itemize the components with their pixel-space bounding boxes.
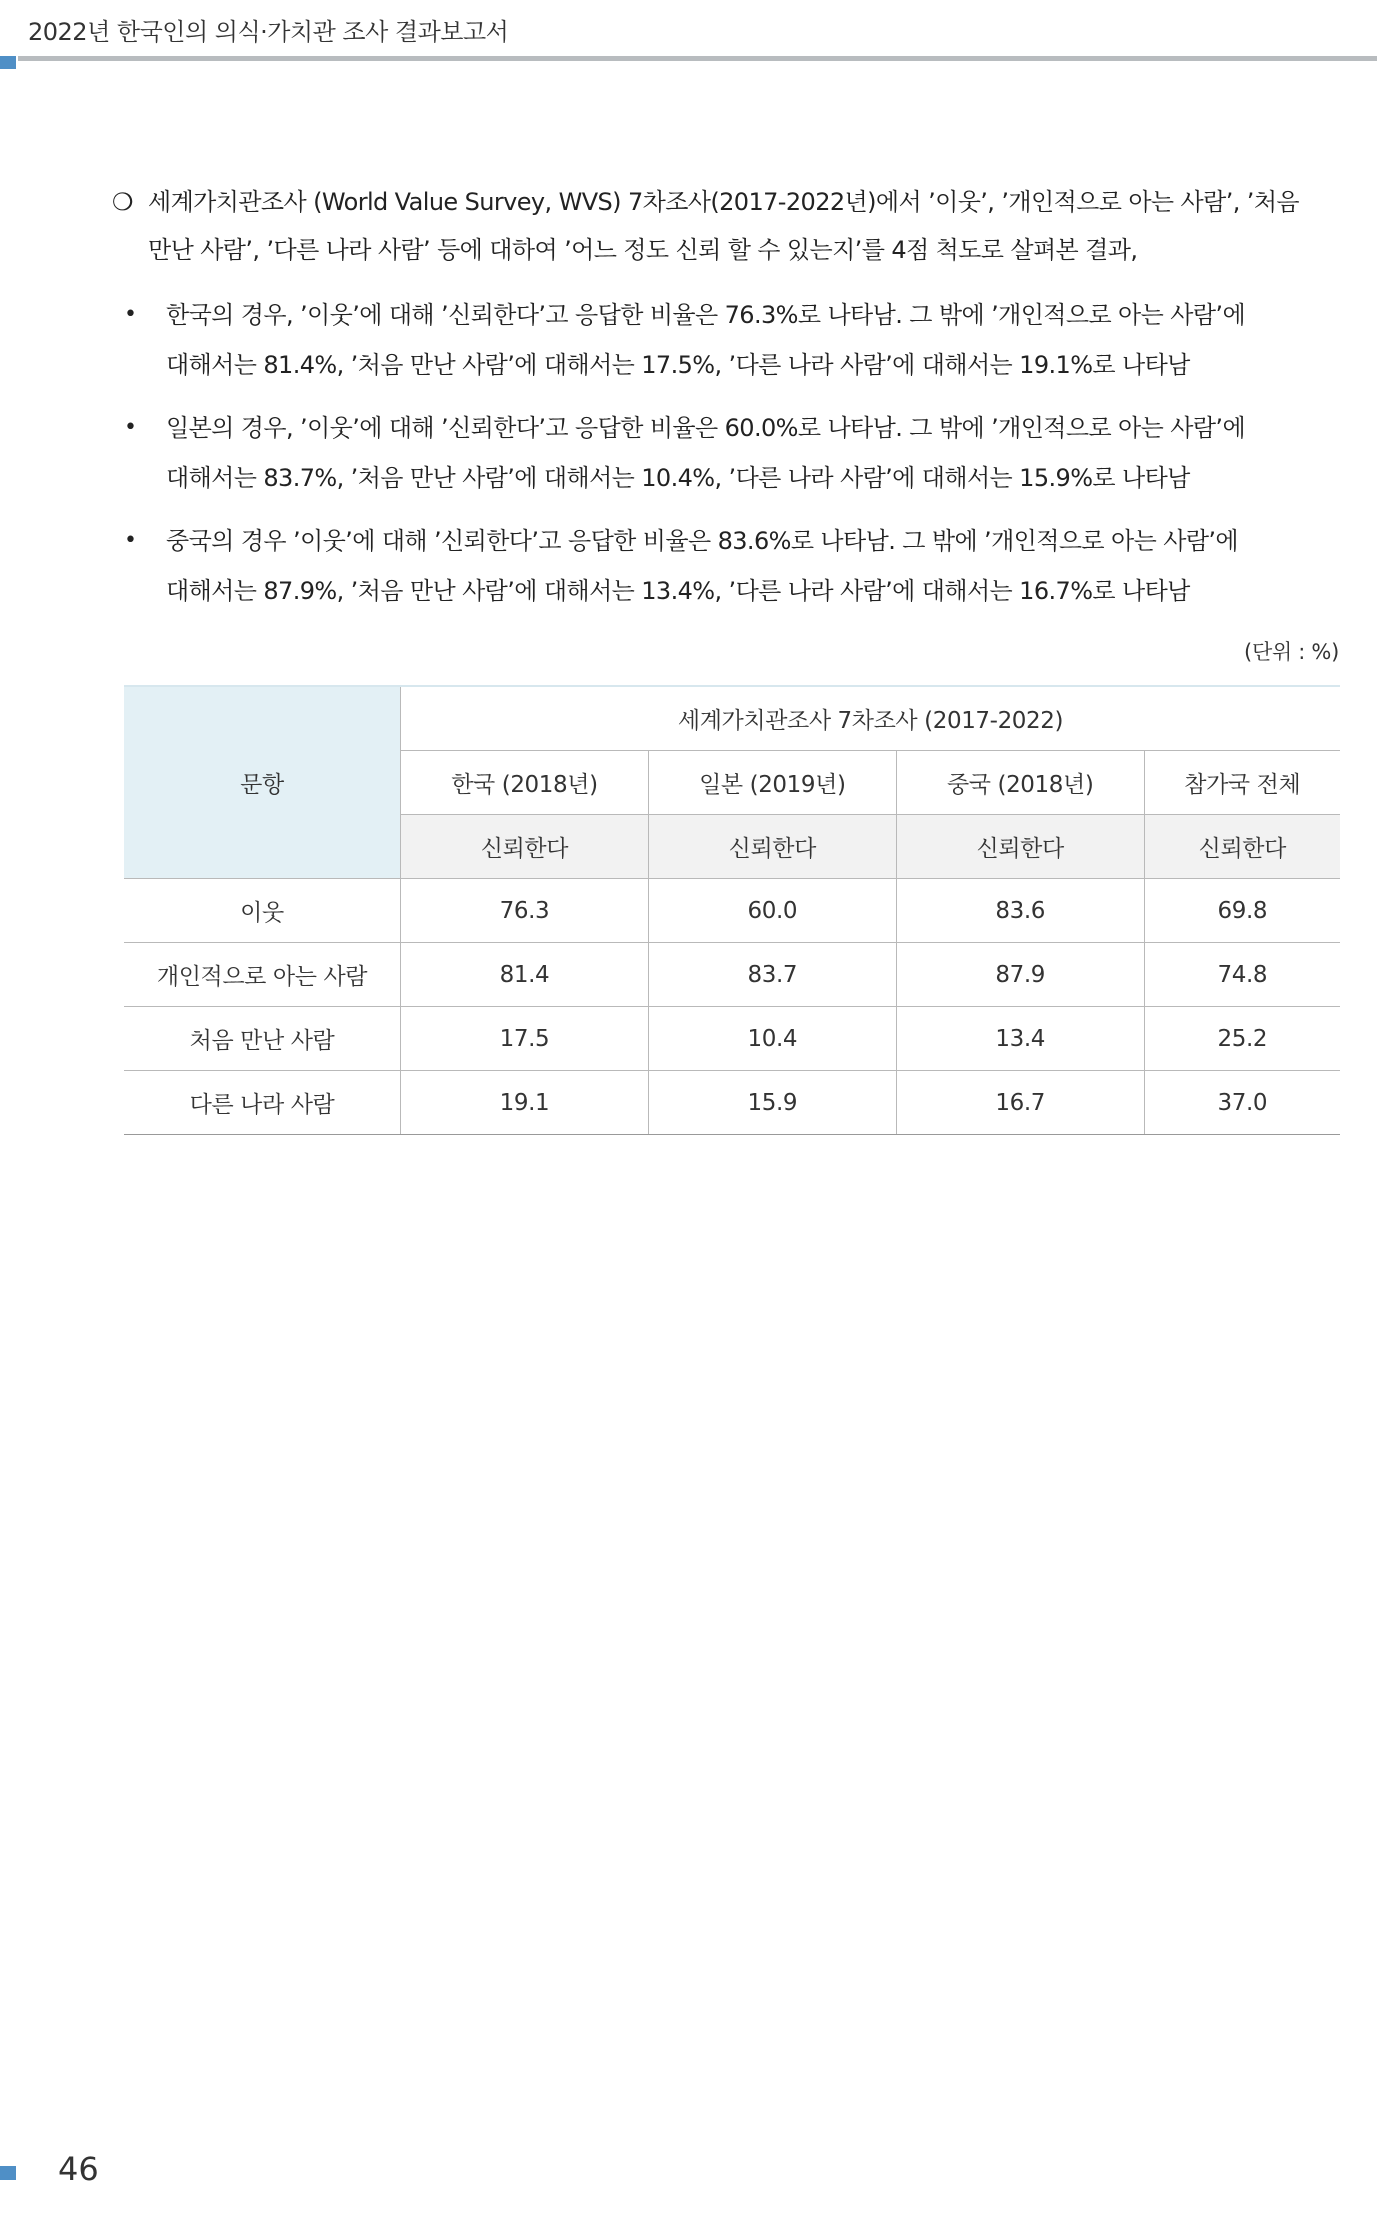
sub-column-header: 신뢰한다	[401, 815, 649, 879]
table-cell: 13.4	[896, 1007, 1144, 1071]
table-cell: 87.9	[896, 943, 1144, 1007]
bullet-line: 일본의 경우, ’이웃’에 대해 ’신뢰한다’고 응답한 비율은 60.0%로 나타남. 그 밖에 ’개인적으로 아는 사람’에	[166, 414, 1246, 442]
table-row	[124, 943, 1340, 1007]
table-cell: 60.0	[648, 879, 896, 943]
row-label: 처음 만난 사람	[124, 1007, 401, 1071]
bullet-dot-icon: •	[124, 415, 137, 440]
bullet-china	[120, 516, 1350, 616]
table-header-row	[124, 686, 1340, 751]
bullet-japan	[120, 403, 1350, 503]
table-row	[124, 1007, 1340, 1071]
sub-column-header: 신뢰한다	[648, 815, 896, 879]
table-cell: 69.8	[1144, 879, 1340, 943]
table-cell: 25.2	[1144, 1007, 1340, 1071]
table-cell: 76.3	[401, 879, 649, 943]
column-header-all: 참가국 전체	[1144, 751, 1340, 815]
column-header-china: 중국 (2018년)	[896, 751, 1144, 815]
bullet-line: 한국의 경우, ’이웃’에 대해 ’신뢰한다’고 응답한 비율은 76.3%로 나타남. 그 밖에 ’개인적으로 아는 사람’에	[166, 301, 1246, 329]
table-cell: 83.7	[648, 943, 896, 1007]
bullet-korea	[120, 290, 1350, 390]
table-cell: 37.0	[1144, 1071, 1340, 1135]
footer-accent-square	[0, 2166, 16, 2180]
table-row	[124, 1071, 1340, 1135]
table-cell: 19.1	[401, 1071, 649, 1135]
table-cell: 15.9	[648, 1071, 896, 1135]
unit-label: (단위 : %)	[1244, 640, 1339, 664]
report-title: 2022년 한국인의 의식·가치관 조사 결과보고서	[28, 18, 509, 46]
row-header-cell: 문항	[124, 686, 401, 879]
table-cell: 81.4	[401, 943, 649, 1007]
page-number: 46	[58, 2150, 99, 2188]
header-divider	[18, 56, 1377, 61]
circle-bullet-icon: ❍	[112, 188, 133, 216]
table-cell: 83.6	[896, 879, 1144, 943]
intro-paragraph	[112, 178, 1342, 274]
intro-line: 만난 사람’, ’다른 나라 사람’ 등에 대하여 ’어느 정도 신뢰 할 수 있는지’를 4점 척도로 살펴본 결과,	[148, 236, 1138, 264]
column-header-japan: 일본 (2019년)	[648, 751, 896, 815]
table-cell: 10.4	[648, 1007, 896, 1071]
trust-table	[124, 685, 1340, 1135]
row-label: 이웃	[124, 879, 401, 943]
bullet-dot-icon: •	[124, 302, 137, 327]
row-label: 다른 나라 사람	[124, 1071, 401, 1135]
bullet-line: 중국의 경우 ’이웃’에 대해 ’신뢰한다’고 응답한 비율은 83.6%로 나타남. 그 밖에 ’개인적으로 아는 사람’에	[166, 527, 1239, 555]
intro-line: 세계가치관조사 (World Value Survey, WVS) 7차조사(2017-2022년)에서 ’이웃’, ’개인적으로 아는 사람’, ’처음	[148, 188, 1299, 216]
bullet-line: 대해서는 87.9%, ’처음 만난 사람’에 대해서는 13.4%, ’다른 나라 사람’에 대해서는 16.7%로 나타남	[166, 577, 1190, 605]
header-accent-square	[0, 56, 16, 69]
sub-column-header: 신뢰한다	[1144, 815, 1340, 879]
bullet-line: 대해서는 81.4%, ’처음 만난 사람’에 대해서는 17.5%, ’다른 나라 사람’에 대해서는 19.1%로 나타남	[166, 351, 1190, 379]
bullet-line: 대해서는 83.7%, ’처음 만난 사람’에 대해서는 10.4%, ’다른 나라 사람’에 대해서는 15.9%로 나타남	[166, 464, 1190, 492]
table-row	[124, 879, 1340, 943]
table-cell: 17.5	[401, 1007, 649, 1071]
row-label: 개인적으로 아는 사람	[124, 943, 401, 1007]
table-cell: 16.7	[896, 1071, 1144, 1135]
column-header-korea: 한국 (2018년)	[401, 751, 649, 815]
group-header-cell: 세계가치관조사 7차조사 (2017-2022)	[401, 686, 1341, 751]
table-cell: 74.8	[1144, 943, 1340, 1007]
bullet-dot-icon: •	[124, 528, 137, 553]
sub-column-header: 신뢰한다	[896, 815, 1144, 879]
